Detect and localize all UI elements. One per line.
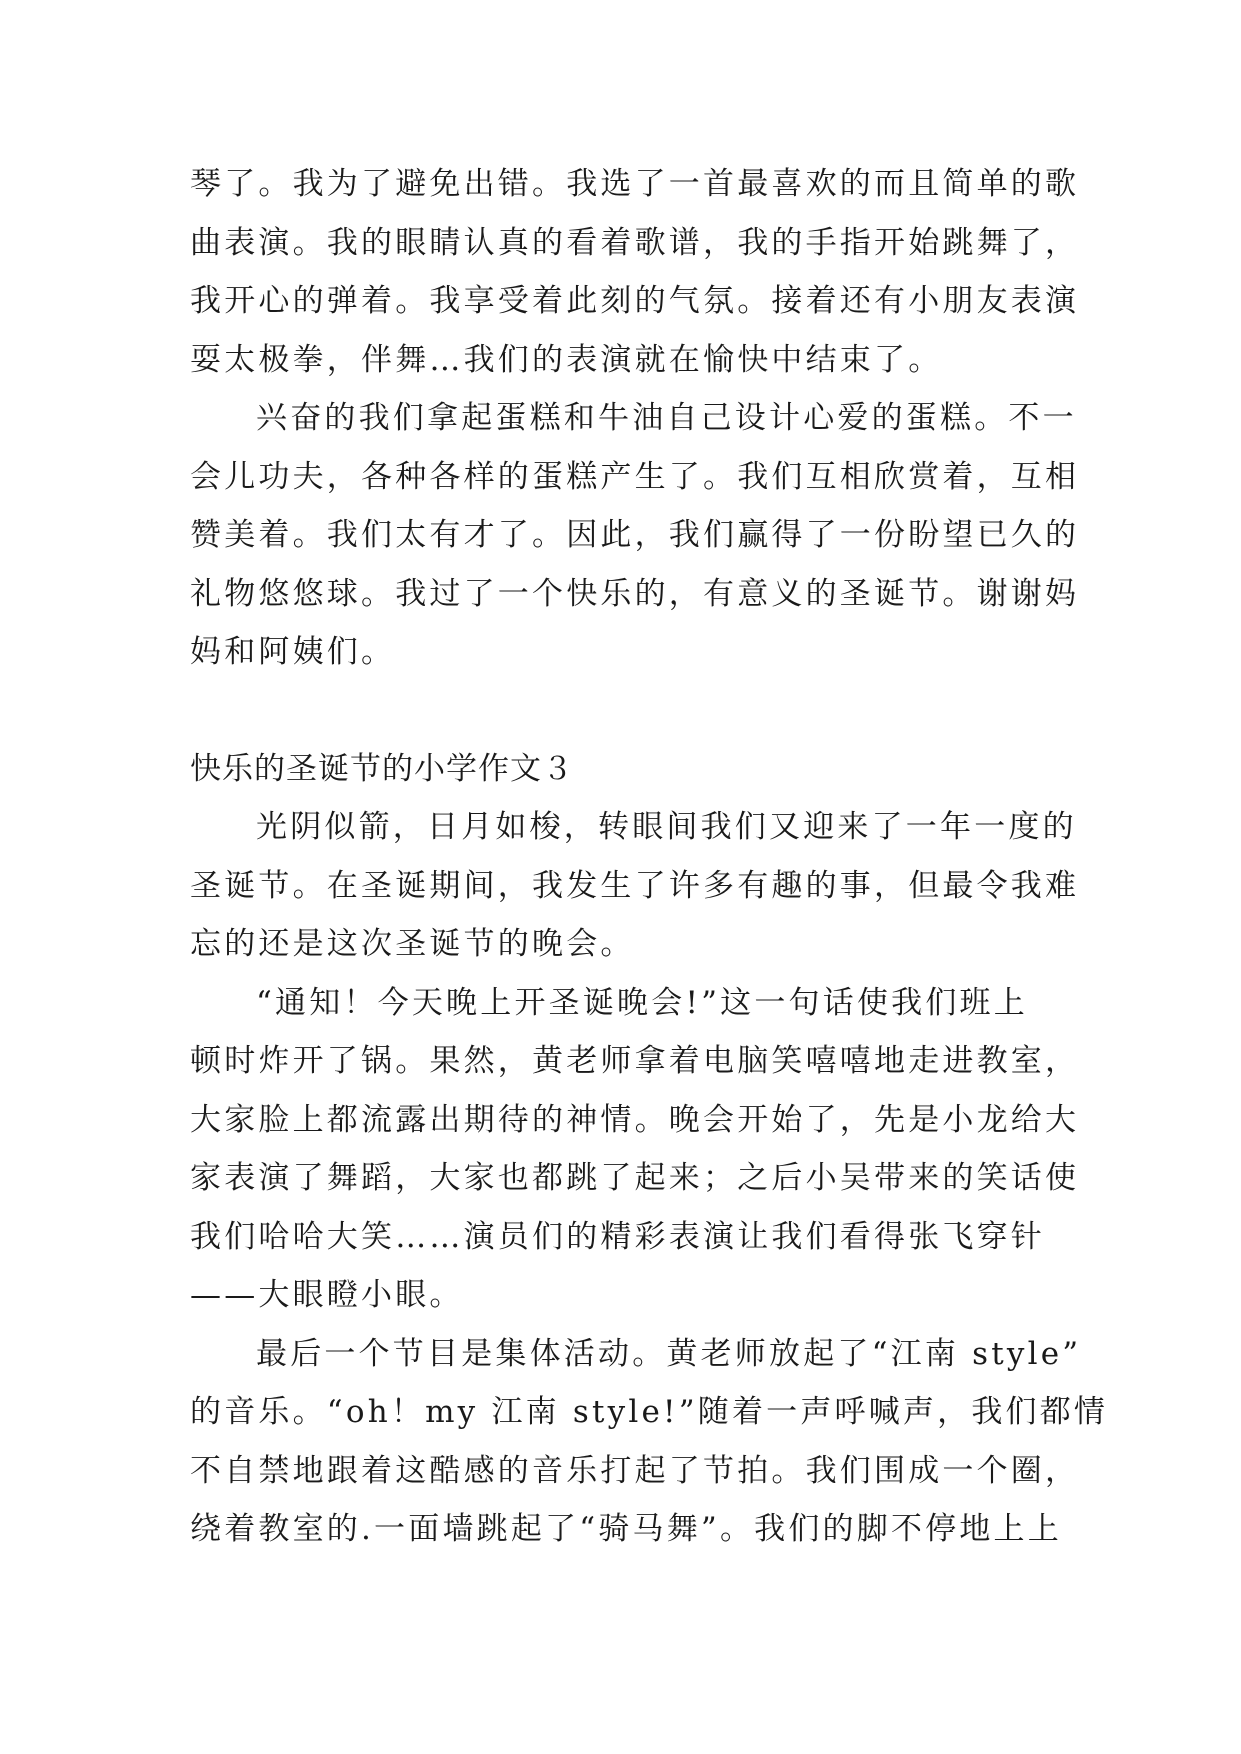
paragraph-line: 我们哈哈大笑……演员们的精彩表演让我们看得张飞穿针: [190, 1218, 1045, 1255]
essay-body: [190, 155, 1109, 1559]
paragraph-line: 的音乐。“oh！my 江南 style!”随着一声呼喊声，我们都情: [190, 1394, 1109, 1430]
paragraph-line: 家表演了舞蹈，大家也都跳了起来；之后小吴带来的笑话使: [190, 1160, 1080, 1196]
paragraph-4: [190, 974, 1080, 1325]
paragraph-line: 会儿功夫，各种各样的蛋糕产生了。我们互相欣赏着，互相: [190, 458, 1080, 495]
paragraph-line: 忘的还是这次圣诞节的晚会。: [190, 926, 635, 962]
paragraph-line: 绕着教室的.一面墙跳起了“骑马舞”。我们的脚不停地上上: [190, 1511, 1062, 1547]
paragraph-line: 琴了。我为了避免出错。我选了一首最喜欢的而且简单的歌: [190, 166, 1080, 202]
paragraph-line: 耍太极拳，伴舞…我们的表演就在愉快中结束了。: [190, 341, 943, 378]
paragraph-line: 礼物悠悠球。我过了一个快乐的，有意义的圣诞节。谢谢妈: [190, 575, 1080, 612]
paragraph-line: ——大眼瞪小眼。: [190, 1277, 464, 1313]
paragraph-line: 光阴似箭，日月如梭，转眼间我们又迎来了一年一度的: [256, 809, 1077, 845]
essay-heading: 快乐的圣诞节的小学作文３: [190, 750, 574, 787]
paragraph-line: 不自禁地跟着这酷感的音乐打起了节拍。我们围成一个圈，: [190, 1452, 1080, 1489]
paragraph-2: [190, 389, 1080, 682]
paragraph-line: 圣诞节。在圣诞期间，我发生了许多有趣的事，但最令我难: [190, 867, 1080, 904]
paragraph-5: [190, 1325, 1109, 1559]
paragraph-line: 妈和阿姨们。: [190, 634, 396, 670]
paragraph-line: 曲表演。我的眼睛认真的看着歌谱，我的手指开始跳舞了，: [190, 224, 1080, 261]
paragraph-1: [190, 155, 1080, 389]
paragraph-line: 我开心的弹着。我享受着此刻的气氛。接着还有小朋友表演: [190, 283, 1080, 319]
paragraph-3: [190, 798, 1080, 974]
paragraph-line: 最后一个节目是集体活动。黄老师放起了“江南 style”: [256, 1335, 1082, 1372]
paragraph-line: 大家脸上都流露出期待的神情。晚会开始了，先是小龙给大: [190, 1101, 1080, 1138]
paragraph-line: “通知！今天晚上开圣诞晚会!”这一句话使我们班上: [256, 984, 1028, 1021]
paragraph-line: 赞美着。我们太有才了。因此，我们赢得了一份盼望已久的: [190, 517, 1080, 553]
paragraph-line: 兴奋的我们拿起蛋糕和牛油自己设计心爱的蛋糕。不一: [256, 400, 1077, 436]
paragraph-line: 顿时炸开了锅。果然，黄老师拿着电脑笑嘻嘻地走进教室，: [190, 1043, 1080, 1079]
